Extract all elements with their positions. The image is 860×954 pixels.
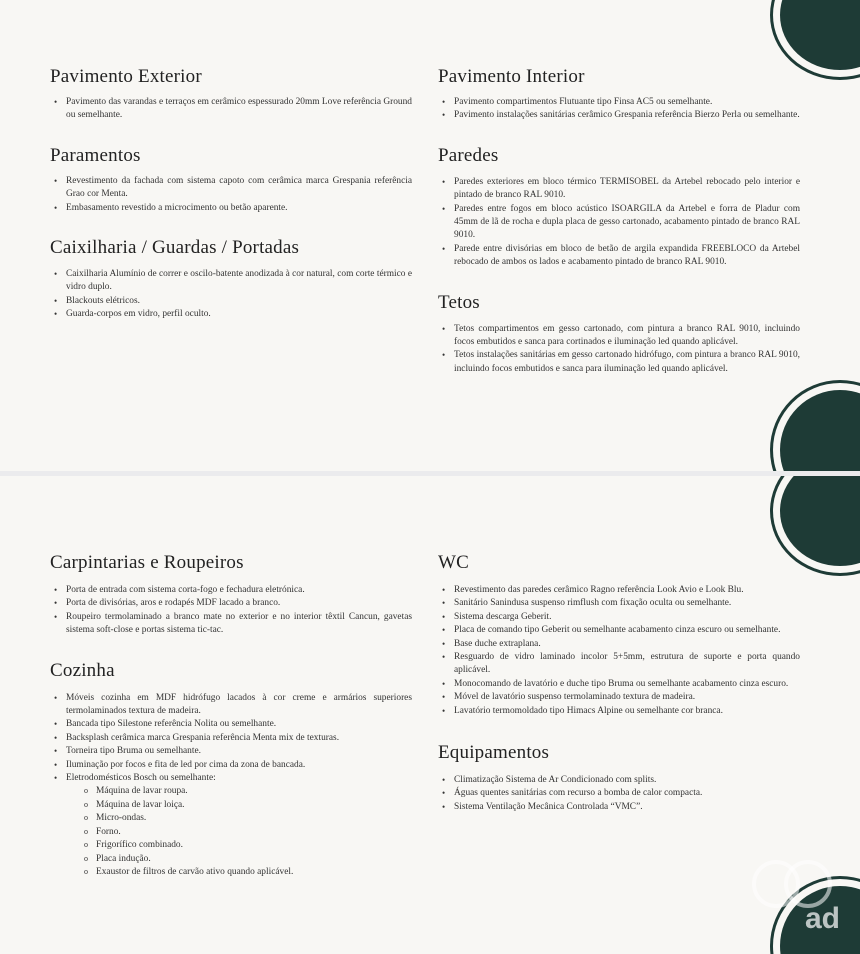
section-title: Caixilharia / Guardas / Portadas bbox=[50, 237, 300, 259]
spec-page-2 bbox=[0, 476, 860, 954]
list-item: • Resguardo de vidro laminado incolor 5+5mm, estrutura de suporte e porta quando aplicável. bbox=[452, 651, 800, 678]
list-item: • Sistema Ventilação Mecânica Controlada “VMC”. bbox=[452, 801, 800, 814]
sub-list-item: o Placa indução. bbox=[94, 853, 412, 866]
decorative-circle-bottom bbox=[780, 390, 860, 471]
list-item bbox=[64, 772, 412, 879]
list-item: • Móveis cozinha em MDF hidrófugo lacados à cor creme e armários superiores termolaminados textura de madeira. bbox=[64, 692, 412, 719]
list-item: • Sistema descarga Geberit. bbox=[452, 611, 800, 624]
list-item: • Parede entre divisórias em bloco de betão de argila expandida FREEBLOCO da Artebel rebocado de ambos os lados e acabamento pintado de branco RAL 9010. bbox=[452, 243, 800, 270]
list-item: • Águas quentes sanitárias com recurso a bomba de calor compacta. bbox=[452, 787, 800, 800]
list-item: • Roupeiro termolaminado a branco mate no exterior e no interior têxtil Cancun, gavetas sistema soft-close e portas sistema tic-tac. bbox=[64, 611, 412, 638]
section-title: Tetos bbox=[438, 291, 480, 313]
left-column bbox=[50, 552, 412, 879]
sub-list-item: o Micro-ondas. bbox=[94, 812, 412, 825]
list-item: • Backsplash cerâmica marca Grespania referência Menta mix de texturas. bbox=[64, 732, 412, 745]
section-wc bbox=[438, 552, 800, 718]
section-title: Paredes bbox=[438, 144, 499, 166]
section-carpintarias bbox=[50, 552, 412, 638]
section-paredes bbox=[438, 145, 800, 270]
list-item: • Monocomando de lavatório e duche tipo Bruma ou semelhante acabamento cinza escuro. bbox=[452, 678, 800, 691]
sub-list-item: o Frigorífico combinado. bbox=[94, 839, 412, 852]
right-column bbox=[438, 552, 800, 814]
list-item: • Torneira tipo Bruma ou semelhante. bbox=[64, 745, 412, 758]
list-item: • Caixilharia Alumínio de correr e oscilo-batente anodizada à cor natural, com corte térmico e vidro duplo. bbox=[64, 268, 412, 295]
section-pavimento-interior bbox=[438, 66, 800, 123]
list-item: • Revestimento da fachada com sistema capoto com cerâmica marca Grespania referência Grao cor Menta. bbox=[64, 175, 412, 202]
section-title: Pavimento Interior bbox=[438, 66, 585, 87]
list-item: • Pavimento instalações sanitárias cerâmico Grespania referência Bierzo Perla ou semelhante. bbox=[452, 109, 800, 122]
right-column bbox=[438, 66, 800, 376]
list-item: • Guarda-corpos em vidro, perfil oculto. bbox=[64, 308, 412, 321]
section-equipamentos bbox=[438, 742, 800, 814]
list-item: • Tetos compartimentos em gesso cartonado, com pintura a branco RAL 9010, incluindo focos embutidos e sanca para cortinados e iluminação led quando aplicável. bbox=[452, 323, 800, 350]
list-item: • Paredes exteriores em bloco térmico TERMISOBEL da Artebel rebocado pelo interior e pintado de branco RAL 9010. bbox=[452, 176, 800, 203]
section-caixilharia bbox=[50, 237, 412, 322]
section-title: Pavimento Exterior bbox=[50, 66, 202, 87]
list-item: • Revestimento das paredes cerâmico Ragno referência Look Avio e Look Blu. bbox=[452, 584, 800, 597]
list-item: • Porta de divisórias, aros e rodapés MDF lacado a branco. bbox=[64, 597, 412, 610]
section-title: Cozinha bbox=[50, 659, 115, 681]
spec-page-1 bbox=[0, 0, 860, 471]
list-item: • Blackouts elétricos. bbox=[64, 295, 412, 308]
list-item: • Porta de entrada com sistema corta-fogo e fechadura eletrónica. bbox=[64, 584, 412, 597]
list-item: • Lavatório termomoldado tipo Himacs Alpine ou semelhante cor branca. bbox=[452, 705, 800, 718]
sub-list-item: o Exaustor de filtros de carvão ativo quando aplicável. bbox=[94, 866, 412, 879]
section-title: Paramentos bbox=[50, 144, 141, 166]
section-title: Equipamentos bbox=[438, 742, 550, 764]
list-item: • Pavimento das varandas e terraços em cerâmico espessurado 20mm Love referência Ground ou semelhante. bbox=[64, 96, 412, 123]
list-item-text: Eletrodomésticos Bosch ou semelhante: bbox=[66, 773, 216, 784]
list-item: • Placa de comando tipo Geberit ou semelhante acabamento cinza escuro ou semelhante. bbox=[452, 624, 800, 637]
list-item: • Pavimento compartimentos Flutuante tipo Finsa AC5 ou semelhante. bbox=[452, 96, 800, 109]
list-item: • Embasamento revestido a microcimento ou betão aparente. bbox=[64, 202, 412, 215]
list-item: • Paredes entre fogos em bloco acústico ISOARGILA da Artebel e forra de Pladur com 45mm de lã de rocha e dupla placa de gesso cartonado, acabamento pintado de branco RAL 9010. bbox=[452, 203, 800, 243]
list-item: • Tetos instalações sanitárias em gesso cartonado hidrófugo, com pintura a branco RAL 9010, incluindo focos embutidos e sanca para iluminação led quando aplicável. bbox=[452, 349, 800, 376]
sub-list-item: o Máquina de lavar loiça. bbox=[94, 799, 412, 812]
section-pavimento-exterior bbox=[50, 66, 412, 123]
list-item: • Iluminação por focos e fita de led por cima da zona de bancada. bbox=[64, 759, 412, 772]
sub-list-item: o Forno. bbox=[94, 826, 412, 839]
list-item: • Base duche extraplana. bbox=[452, 638, 800, 651]
list-item: • Sanitário Sanindusa suspenso rimflush com fixação oculta ou semelhante. bbox=[452, 597, 800, 610]
section-cozinha bbox=[50, 660, 412, 880]
decorative-circle-top bbox=[780, 0, 860, 70]
section-title: WC bbox=[438, 552, 470, 573]
left-column bbox=[50, 66, 412, 322]
section-paramentos bbox=[50, 145, 412, 215]
watermark-text: ad bbox=[804, 902, 840, 935]
list-item: • Climatização Sistema de Ar Condicionado com splits. bbox=[452, 774, 800, 787]
section-title: Carpintarias e Roupeiros bbox=[50, 552, 244, 573]
sub-list-item: o Máquina de lavar roupa. bbox=[94, 785, 412, 798]
list-item: • Móvel de lavatório suspenso termolaminado textura de madeira. bbox=[452, 691, 800, 704]
section-tetos bbox=[438, 292, 800, 377]
list-item: • Bancada tipo Silestone referência Nolita ou semelhante. bbox=[64, 718, 412, 731]
